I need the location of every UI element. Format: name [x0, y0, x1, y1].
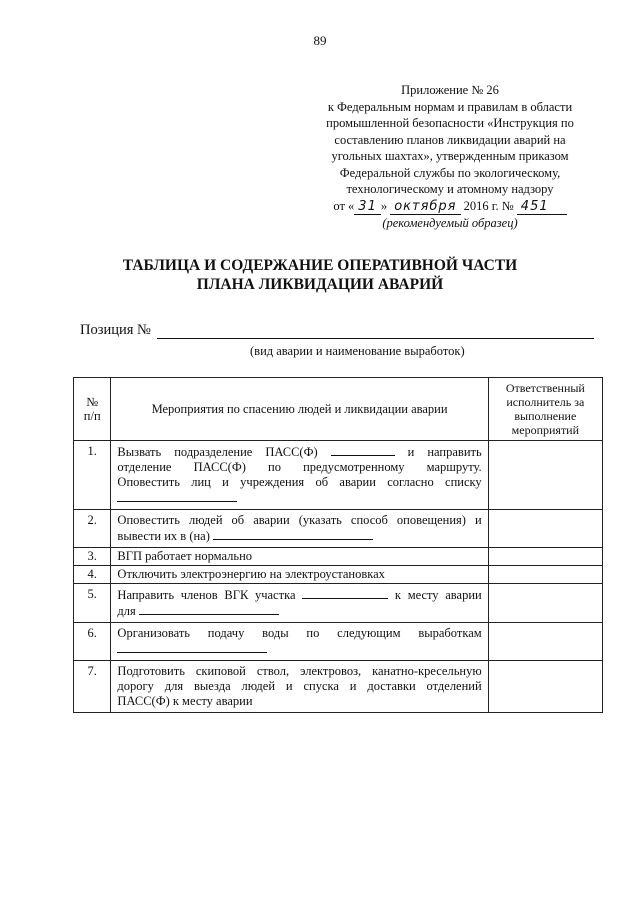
- order-day: 31: [354, 199, 381, 215]
- order-year: 2016 г. №: [463, 198, 514, 213]
- row-action: Отключить электроэнергию на электроустановках: [111, 566, 488, 584]
- row-action-line: отделение ПАСС(Ф) по предусмотренному маршруту.: [117, 460, 482, 474]
- row-action: [111, 441, 488, 510]
- appendix-line: к Федеральным нормам и правилам в области: [327, 99, 573, 114]
- order-number: 451: [517, 199, 567, 215]
- row-action-line: [117, 603, 481, 619]
- table-header-row: [74, 378, 603, 441]
- row-responsible: [488, 661, 602, 713]
- title-line-1: ТАБЛИЦА И СОДЕРЖАНИЕ ОПЕРАТИВНОЙ ЧАСТИ: [122, 257, 518, 274]
- document-title: [0, 256, 640, 294]
- title-line-2: ПЛАНА ЛИКВИДАЦИИ АВАРИЙ: [196, 276, 444, 293]
- blank-line: [302, 587, 388, 599]
- row-number: 5.: [74, 584, 111, 623]
- blank-line: [117, 641, 267, 653]
- order-date-line: [300, 198, 600, 216]
- header-responsible: Ответственный исполнитель за выполнение мероприятий: [488, 378, 602, 441]
- row-action-line: [117, 528, 481, 544]
- row-number: 7.: [74, 661, 111, 713]
- position-blank-line: [157, 324, 594, 339]
- row-responsible: [488, 548, 602, 566]
- row-action: [111, 510, 488, 548]
- row-number: 3.: [74, 548, 111, 566]
- position-label: Позиция №: [80, 322, 151, 338]
- appendix-line: составлению планов ликвидации аварий на: [334, 132, 566, 147]
- row-responsible: [488, 510, 602, 548]
- row-responsible: [488, 623, 602, 661]
- position-field: [80, 322, 594, 339]
- row-action-line: Подготовить скиповой ствол, электровоз, канатно-кресельную: [117, 664, 482, 678]
- appendix-line: Федеральной службы по экологическому,: [339, 165, 561, 180]
- row-action: ВГП работает нормально: [111, 548, 488, 566]
- header-actions: Мероприятия по спасению людей и ликвидации аварии: [111, 378, 488, 441]
- row-action-line: ПАСС(Ф) к месту аварии: [117, 694, 253, 708]
- row-action-text: к месту аварии: [394, 588, 482, 602]
- blank-line: [117, 490, 237, 502]
- row-action-text: Вызвать подразделение ПАСС(Ф): [117, 445, 318, 459]
- table-row: [74, 566, 603, 584]
- row-action-line: [117, 490, 481, 506]
- table-row: [74, 623, 603, 661]
- date-mid: »: [380, 198, 388, 213]
- blank-line: [139, 603, 279, 615]
- blank-line: [331, 444, 395, 456]
- row-action-text: Направить членов ВГК участка: [117, 588, 296, 602]
- row-action-line: [117, 587, 481, 603]
- row-action-line: Оповестить лиц и учреждения об аварии согласно списку: [117, 475, 482, 489]
- header-num: № п/п: [74, 378, 111, 441]
- appendix-line: технологическому и атомному надзору: [346, 182, 554, 196]
- row-action-line: Оповестить людей об аварии (указать способ оповещения) и: [117, 513, 482, 527]
- row-action-line: [117, 444, 481, 460]
- operative-plan-table: [73, 377, 603, 713]
- row-number: 1.: [74, 441, 111, 510]
- row-action-line: [117, 641, 481, 657]
- date-prefix: от «: [333, 198, 355, 213]
- row-number: 4.: [74, 566, 111, 584]
- order-month: октября: [390, 199, 460, 215]
- table-row: [74, 510, 603, 548]
- page-number: 89: [313, 33, 327, 48]
- appendix-block: [300, 82, 600, 232]
- appendix-line: промышленной безопасности «Инструкция по: [326, 116, 574, 130]
- row-action: [111, 661, 488, 713]
- row-action-line: дорогу для выезда людей и спуска и доставки отделений: [117, 679, 482, 693]
- recommended-sample: (рекомендуемый образец): [382, 216, 518, 230]
- table-row: [74, 661, 603, 713]
- table-row: [74, 441, 603, 510]
- row-action-text: и направить: [407, 445, 482, 459]
- table-row: [74, 548, 603, 566]
- row-action: [111, 623, 488, 661]
- row-action: [111, 584, 488, 623]
- row-number: 2.: [74, 510, 111, 548]
- row-responsible: [488, 441, 602, 510]
- appendix-line: Приложение № 26: [401, 83, 499, 97]
- row-action-text: вывести их в (на): [117, 529, 210, 543]
- row-responsible: [488, 566, 602, 584]
- row-action-line: Организовать подачу воды по следующим выработкам: [117, 626, 482, 640]
- appendix-line: угольных шахтах», утвержденным приказом: [331, 149, 569, 163]
- row-number: 6.: [74, 623, 111, 661]
- position-note: (вид аварии и наименование выработок): [250, 344, 465, 358]
- table-row: [74, 584, 603, 623]
- row-action-text: для: [117, 604, 136, 618]
- row-responsible: [488, 584, 602, 623]
- blank-line: [213, 528, 373, 540]
